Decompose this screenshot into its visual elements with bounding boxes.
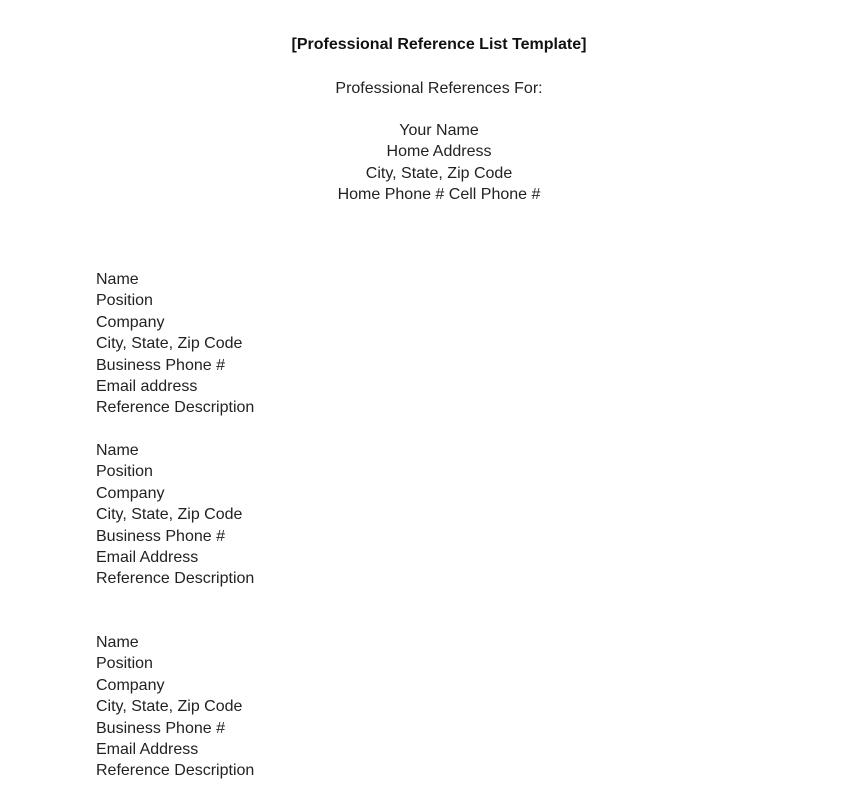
reference-name: Name [96,442,139,459]
reference-city-state-zip: City, State, Zip Code [96,335,243,353]
references-for-label: Professional References For: [335,80,543,97]
reference-block-1 [96,269,254,419]
document-title: [Professional Reference List Template] [291,36,587,53]
reference-business-phone: Business Phone # [96,527,225,545]
reference-name: Name [96,634,139,651]
reference-position: Position [96,655,153,673]
reference-company: Company [96,484,165,502]
reference-description: Reference Description [96,570,255,588]
applicant-city-state-zip: City, State, Zip Code [365,164,513,182]
applicant-contact-block [0,120,843,206]
reference-position: Position [96,463,153,481]
reference-city-state-zip: City, State, Zip Code [96,506,243,524]
reference-company: Company [96,676,165,694]
reference-email: Email address [96,378,198,396]
reference-business-phone: Business Phone # [96,719,225,737]
applicant-name: Your Name [399,122,479,139]
reference-email: Email Address [96,549,199,567]
reference-block-3 [96,632,254,782]
reference-name: Name [96,271,139,288]
reference-block-2 [96,440,254,590]
reference-business-phone: Business Phone # [96,356,225,374]
reference-description: Reference Description [96,762,255,780]
applicant-phones: Home Phone # Cell Phone # [337,186,541,204]
applicant-address: Home Address [386,143,492,161]
reference-company: Company [96,313,165,331]
reference-position: Position [96,292,153,310]
reference-city-state-zip: City, State, Zip Code [96,698,243,716]
reference-email: Email Address [96,741,199,759]
reference-description: Reference Description [96,399,255,417]
